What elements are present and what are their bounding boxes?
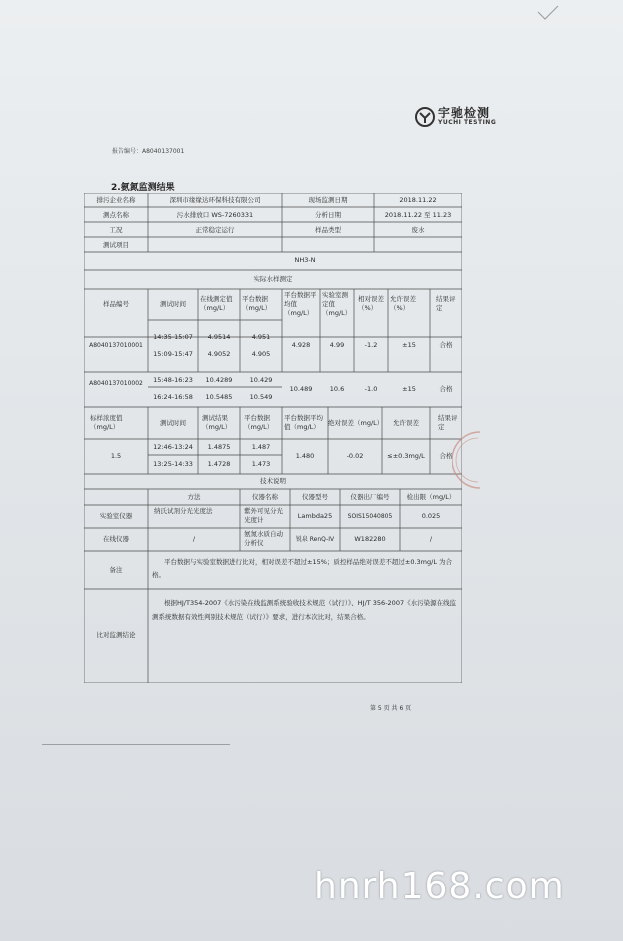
label-test-item: 测试项目: [103, 241, 129, 249]
value-test-item: NH3-N: [294, 256, 316, 264]
value-analysis-date: 2018.11.22 至 11.23: [384, 211, 452, 219]
label-analysis-date: 分析日期: [315, 211, 341, 219]
actual-header-platform: 平台数据（mg/L）: [242, 295, 272, 312]
page-number: 第 5 页 共 6 页: [370, 705, 412, 712]
footer-divider: [42, 744, 230, 745]
std-allow: ≤±0.3mg/L: [387, 452, 425, 460]
logo-chinese-name: 宇驰检测: [438, 106, 491, 120]
conclusion-text: 根据HJ/T354-2007《水污染在线监测系统验收技术规范（试行）》、HJ/T 356-2007《水污染源在线监测系统数据有效性判别技术规范（试行）》要求，进行本次比对，结果合格。: [152, 599, 457, 621]
monitoring-results-table: [84, 193, 462, 683]
actual-header-platform-avg: 平台数据平均值（mg/L）: [284, 291, 317, 317]
label-sample-type: 样品类型: [315, 226, 341, 234]
yuchi-logo-icon: [414, 106, 436, 128]
red-seal-stamp-icon: [452, 430, 482, 490]
std-avg: 1.480: [295, 452, 315, 460]
platform-1b: 4.905: [251, 350, 271, 358]
std-time-b: 13:25-14:33: [153, 460, 193, 468]
tech-lab-instrument: 紫外可见分光光度计: [244, 507, 283, 524]
std-abs-err: -0.02: [346, 452, 364, 460]
tech-online-instrument: 氨氮水质自动分析仪: [244, 530, 283, 547]
value-sample-type: 废水: [411, 226, 425, 234]
online-2b: 10.5485: [205, 393, 233, 401]
std-header-conc: 标样浓度值（mg/L）: [90, 414, 123, 431]
std-header-time: 测试时间: [160, 419, 186, 427]
tech-header-instrument: 仪器名称: [252, 493, 278, 501]
platform-2b: 10.549: [249, 393, 273, 401]
site-watermark: hnrh168.com: [314, 866, 565, 907]
std-result-a: 1.4875: [207, 443, 231, 451]
section-title: 2.氨氮监测结果: [111, 183, 175, 193]
actual-header-allow: 允许误差（%）: [390, 295, 416, 312]
tech-online-model: 锐泉 RenQ-IV: [295, 536, 335, 543]
std-header-allow: 允许误差: [393, 419, 419, 427]
platform-1a: 4.951: [251, 333, 271, 341]
std-header-abs-err: 绝对误差（mg/L）: [328, 419, 384, 427]
lab-1: 4.99: [329, 341, 345, 349]
rel-err-1: -1.2: [364, 341, 378, 349]
tech-online-serial: W182280: [354, 535, 386, 543]
std-platform-b: 1.473: [251, 460, 271, 468]
check-mark-icon: [536, 4, 560, 22]
tech-online-method: /: [192, 535, 196, 543]
allow-2: ±15: [402, 385, 416, 393]
tech-lab-label: 实验室仪器: [99, 512, 133, 520]
tech-header-limit: 检出限（mg/L）: [406, 493, 456, 501]
tech-title: 技术说明: [260, 477, 286, 485]
company-logo: [414, 104, 524, 132]
actual-header-rel-err: 相对误差（%）: [358, 295, 384, 312]
result-1: 合格: [439, 341, 453, 349]
avg-2: 10.489: [289, 385, 313, 393]
std-header-platform-avg: 平台数据平均值（mg/L）: [284, 414, 323, 431]
result-2: 合格: [439, 385, 453, 393]
actual-header-lab: 实验室测定值（mg/L）: [322, 291, 352, 317]
value-point: 污水排放口 WS-7260331: [176, 211, 254, 219]
allow-1: ±15: [402, 341, 416, 349]
actual-sample-title: 实际水样测定: [253, 275, 293, 283]
tech-lab-serial: SOIS15040805: [347, 513, 393, 520]
std-conc: 1.5: [110, 452, 122, 460]
value-condition: 正常稳定运行: [195, 226, 235, 234]
sample-id-2: A8040137010002: [89, 380, 143, 387]
actual-header-online: 在线测定值（mg/L）: [200, 295, 233, 312]
report-number: 报告编号：A8040137001: [112, 148, 185, 155]
tech-lab-limit: 0.025: [421, 512, 441, 520]
time-2a: 15:48-16:23: [153, 376, 193, 384]
tech-online-label: 在线仪器: [103, 535, 129, 543]
actual-header-time: 测试时间: [160, 300, 186, 308]
sample-id-1: A8040137010001: [89, 342, 143, 349]
std-eval: 合格: [439, 452, 453, 460]
time-2b: 16:24-16:58: [153, 393, 193, 401]
value-company: 深圳市缘缘达环保科技有限公司: [169, 196, 261, 204]
std-header-result: 测试结果（mg/L）: [202, 414, 232, 431]
label-site-date: 现场监测日期: [308, 196, 348, 204]
std-time-a: 12:46-13:24: [153, 443, 193, 451]
conclusion-label: 比对监测结论: [96, 631, 136, 639]
lab-2: 10.6: [329, 385, 345, 393]
rel-err-2: -1.0: [364, 385, 378, 393]
std-header-platform: 平台数据（mg/L）: [244, 414, 274, 431]
value-site-date: 2018.11.22: [399, 196, 437, 204]
online-1b: 4.9052: [207, 350, 231, 358]
tech-lab-method: 纳氏试剂分光光度法: [154, 507, 213, 515]
logo-english-name: YUCHI TESTING: [438, 119, 497, 126]
remarks-label: 备注: [109, 566, 123, 574]
tech-online-limit: /: [429, 535, 433, 543]
label-company: 排污企业名称: [96, 196, 136, 204]
tech-lab-model: Lambda25: [297, 512, 333, 520]
label-condition: 工况: [109, 226, 123, 234]
online-2a: 10.4289: [205, 376, 233, 384]
online-1a: 4.9514: [207, 333, 231, 341]
tech-header-serial: 仪器出厂编号: [350, 493, 390, 501]
time-1b: 15:09-15:47: [153, 350, 193, 358]
avg-1: 4.928: [291, 341, 311, 349]
std-header-eval: 结果评定: [438, 414, 458, 431]
tech-header-model: 仪器型号: [302, 493, 328, 501]
actual-header-result: 结果评定: [436, 295, 456, 312]
tech-header-method: 方法: [187, 493, 201, 501]
actual-header-sample: 样品编号: [103, 300, 129, 308]
time-1a: 14:35-15:07: [153, 333, 193, 341]
platform-2a: 10.429: [249, 376, 273, 384]
std-platform-a: 1.487: [251, 443, 271, 451]
remarks-text: 平台数据与实验室数据进行比对，相对误差不超过±15%；质控样品绝对误差不超过±0.3mg/L 为合格。: [152, 558, 453, 579]
label-point: 测点名称: [103, 211, 129, 219]
std-result-b: 1.4728: [207, 460, 231, 468]
